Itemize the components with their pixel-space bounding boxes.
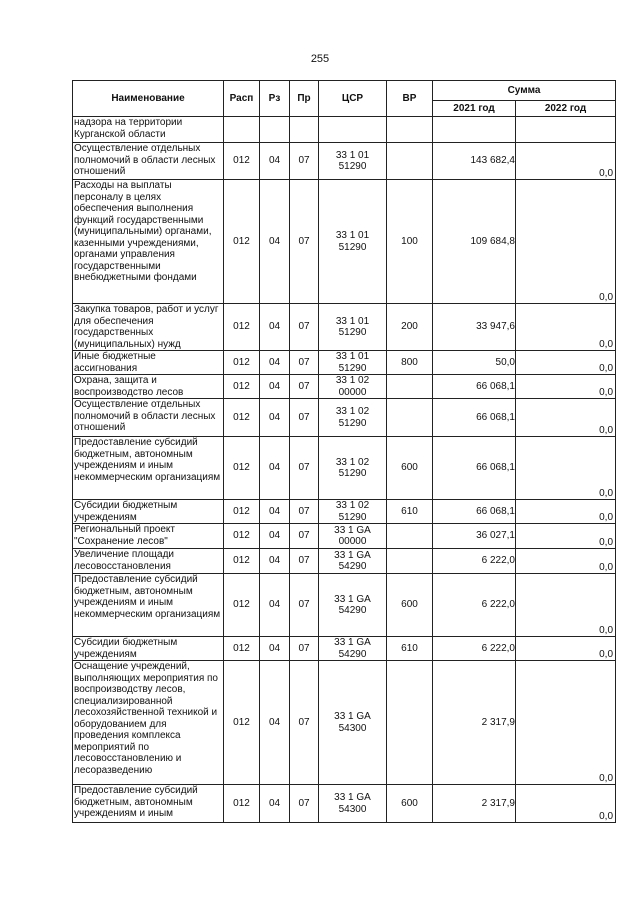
- cell-csr: 33 1 01 51290: [319, 143, 387, 180]
- cell-rasp: 012: [224, 304, 260, 351]
- cell-amount-2022: [516, 117, 616, 143]
- cell-csr: 33 1 GA 54290: [319, 574, 387, 637]
- cell-pr: 07: [290, 143, 319, 180]
- table-row: [73, 437, 616, 500]
- cell-rasp: [224, 117, 260, 143]
- cell-vr: 600: [387, 785, 433, 823]
- cell-pr: 07: [290, 399, 319, 437]
- cell-amount-2022: 0,0: [516, 304, 616, 351]
- cell-rz: 04: [260, 661, 290, 785]
- cell-pr: 07: [290, 351, 319, 375]
- cell-pr: [290, 117, 319, 143]
- table-row: [73, 785, 616, 823]
- cell-vr: 800: [387, 351, 433, 375]
- budget-table: [72, 80, 616, 823]
- cell-vr: [387, 399, 433, 437]
- cell-name: Оснащение учреждений, выполняющих мероприятия по воспроизводству лесов, специализированной лесохозяйственной техникой и оборудованием для проведения комплекса мероприятий по лесовосстановлению и лесоразведению: [73, 661, 224, 785]
- cell-amount-2022: 0,0: [516, 785, 616, 823]
- cell-name: Охрана, защита и воспроизводство лесов: [73, 375, 224, 399]
- cell-amount-2021: 6 222,0: [433, 637, 516, 661]
- cell-amount-2021: 6 222,0: [433, 549, 516, 574]
- cell-name: Закупка товаров, работ и услуг для обеспечения государственных (муниципальных) нужд: [73, 304, 224, 351]
- cell-name: Субсидии бюджетным учреждениям: [73, 637, 224, 661]
- cell-amount-2021: 36 027,1: [433, 524, 516, 549]
- header-year-2021: 2021 год: [433, 101, 516, 117]
- cell-amount-2021: 2 317,9: [433, 661, 516, 785]
- cell-amount-2022: 0,0: [516, 549, 616, 574]
- cell-vr: [387, 549, 433, 574]
- table-row: [73, 661, 616, 785]
- cell-rz: 04: [260, 549, 290, 574]
- table-row: [73, 399, 616, 437]
- cell-amount-2022: 0,0: [516, 574, 616, 637]
- cell-csr: 33 1 01 51290: [319, 351, 387, 375]
- cell-rz: 04: [260, 304, 290, 351]
- header-pr: Пр: [290, 81, 319, 117]
- header-vr: ВР: [387, 81, 433, 117]
- cell-amount-2022: 0,0: [516, 351, 616, 375]
- cell-pr: 07: [290, 574, 319, 637]
- cell-rasp: 012: [224, 661, 260, 785]
- table-row: [73, 375, 616, 399]
- cell-vr: 200: [387, 304, 433, 351]
- cell-amount-2021: 66 068,1: [433, 437, 516, 500]
- cell-csr: 33 1 GA 54300: [319, 661, 387, 785]
- cell-pr: 07: [290, 785, 319, 823]
- cell-csr: 33 1 02 51290: [319, 500, 387, 524]
- cell-rz: 04: [260, 351, 290, 375]
- cell-rasp: 012: [224, 143, 260, 180]
- cell-amount-2021: 66 068,1: [433, 375, 516, 399]
- cell-amount-2021: 2 317,9: [433, 785, 516, 823]
- cell-amount-2022: 0,0: [516, 661, 616, 785]
- cell-vr: [387, 524, 433, 549]
- cell-amount-2022: 0,0: [516, 437, 616, 500]
- cell-pr: 07: [290, 304, 319, 351]
- cell-vr: 100: [387, 180, 433, 304]
- cell-csr: [319, 117, 387, 143]
- cell-rz: 04: [260, 143, 290, 180]
- header-csr: ЦСР: [319, 81, 387, 117]
- cell-rz: 04: [260, 500, 290, 524]
- cell-rz: 04: [260, 375, 290, 399]
- cell-vr: [387, 375, 433, 399]
- cell-csr: 33 1 02 51290: [319, 399, 387, 437]
- cell-rasp: 012: [224, 351, 260, 375]
- cell-amount-2022: 0,0: [516, 524, 616, 549]
- cell-vr: [387, 117, 433, 143]
- header-rasp: Расп: [224, 81, 260, 117]
- cell-pr: 07: [290, 180, 319, 304]
- cell-csr: 33 1 GA 54300: [319, 785, 387, 823]
- cell-rz: [260, 117, 290, 143]
- cell-csr: 33 1 02 51290: [319, 437, 387, 500]
- cell-rasp: 012: [224, 785, 260, 823]
- cell-rasp: 012: [224, 549, 260, 574]
- cell-amount-2021: 6 222,0: [433, 574, 516, 637]
- cell-rz: 04: [260, 785, 290, 823]
- table-row: [73, 500, 616, 524]
- cell-pr: 07: [290, 549, 319, 574]
- cell-name: надзора на территории Курганской области: [73, 117, 224, 143]
- cell-rasp: 012: [224, 375, 260, 399]
- table-row: [73, 143, 616, 180]
- cell-rasp: 012: [224, 399, 260, 437]
- cell-rz: 04: [260, 524, 290, 549]
- cell-pr: 07: [290, 375, 319, 399]
- cell-csr: 33 1 GA 00000: [319, 524, 387, 549]
- table-row: [73, 574, 616, 637]
- cell-name: Предоставление субсидий бюджетным, автономным учреждениям и иным: [73, 785, 224, 823]
- cell-amount-2021: 50,0: [433, 351, 516, 375]
- header-sum: Сумма: [433, 81, 616, 101]
- cell-pr: 07: [290, 437, 319, 500]
- cell-rz: 04: [260, 399, 290, 437]
- header-name: Наименование: [73, 81, 224, 117]
- table-row: [73, 117, 616, 143]
- cell-name: Региональный проект "Сохранение лесов": [73, 524, 224, 549]
- page-number: 255: [310, 53, 330, 65]
- cell-name: Увеличение площади лесовосстановления: [73, 549, 224, 574]
- cell-rasp: 012: [224, 524, 260, 549]
- cell-vr: [387, 143, 433, 180]
- cell-name: Осуществление отдельных полномочий в области лесных отношений: [73, 399, 224, 437]
- cell-vr: 610: [387, 637, 433, 661]
- cell-rasp: 012: [224, 437, 260, 500]
- cell-csr: 33 1 GA 54290: [319, 549, 387, 574]
- cell-vr: [387, 661, 433, 785]
- cell-name: Расходы на выплаты персоналу в целях обеспечения выполнения функций государственными (муниципальными) органами, казенными учреждениями, органами управления государственными внебюджетными фондами: [73, 180, 224, 304]
- cell-pr: 07: [290, 661, 319, 785]
- table-row: [73, 304, 616, 351]
- cell-rz: 04: [260, 637, 290, 661]
- table-row: [73, 549, 616, 574]
- cell-rz: 04: [260, 437, 290, 500]
- cell-vr: 600: [387, 437, 433, 500]
- table-row: [73, 637, 616, 661]
- cell-vr: 600: [387, 574, 433, 637]
- cell-name: Предоставление субсидий бюджетным, автономным учреждениям и иным некоммерческим организациям: [73, 574, 224, 637]
- cell-rasp: 012: [224, 180, 260, 304]
- cell-rasp: 012: [224, 574, 260, 637]
- cell-name: Осуществление отдельных полномочий в области лесных отношений: [73, 143, 224, 180]
- cell-csr: 33 1 01 51290: [319, 304, 387, 351]
- cell-rz: 04: [260, 180, 290, 304]
- cell-pr: 07: [290, 637, 319, 661]
- cell-name: Иные бюджетные ассигнования: [73, 351, 224, 375]
- cell-amount-2021: 66 068,1: [433, 500, 516, 524]
- cell-csr: 33 1 01 51290: [319, 180, 387, 304]
- cell-amount-2021: 66 068,1: [433, 399, 516, 437]
- cell-pr: 07: [290, 500, 319, 524]
- cell-amount-2021: 33 947,6: [433, 304, 516, 351]
- cell-csr: 33 1 GA 54290: [319, 637, 387, 661]
- cell-vr: 610: [387, 500, 433, 524]
- cell-amount-2022: 0,0: [516, 143, 616, 180]
- table-row: [73, 180, 616, 304]
- cell-amount-2022: 0,0: [516, 180, 616, 304]
- cell-amount-2021: [433, 117, 516, 143]
- cell-csr: 33 1 02 00000: [319, 375, 387, 399]
- cell-amount-2022: 0,0: [516, 375, 616, 399]
- header-rz: Рз: [260, 81, 290, 117]
- cell-amount-2022: 0,0: [516, 637, 616, 661]
- cell-pr: 07: [290, 524, 319, 549]
- header-year-2022: 2022 год: [516, 101, 616, 117]
- cell-amount-2021: 109 684,8: [433, 180, 516, 304]
- table-row: [73, 524, 616, 549]
- table-row: [73, 351, 616, 375]
- cell-amount-2022: 0,0: [516, 500, 616, 524]
- cell-rz: 04: [260, 574, 290, 637]
- cell-amount-2022: 0,0: [516, 399, 616, 437]
- cell-amount-2021: 143 682,4: [433, 143, 516, 180]
- cell-rasp: 012: [224, 637, 260, 661]
- cell-rasp: 012: [224, 500, 260, 524]
- cell-name: Предоставление субсидий бюджетным, автономным учреждениям и иным некоммерческим организациям: [73, 437, 224, 500]
- cell-name: Субсидии бюджетным учреждениям: [73, 500, 224, 524]
